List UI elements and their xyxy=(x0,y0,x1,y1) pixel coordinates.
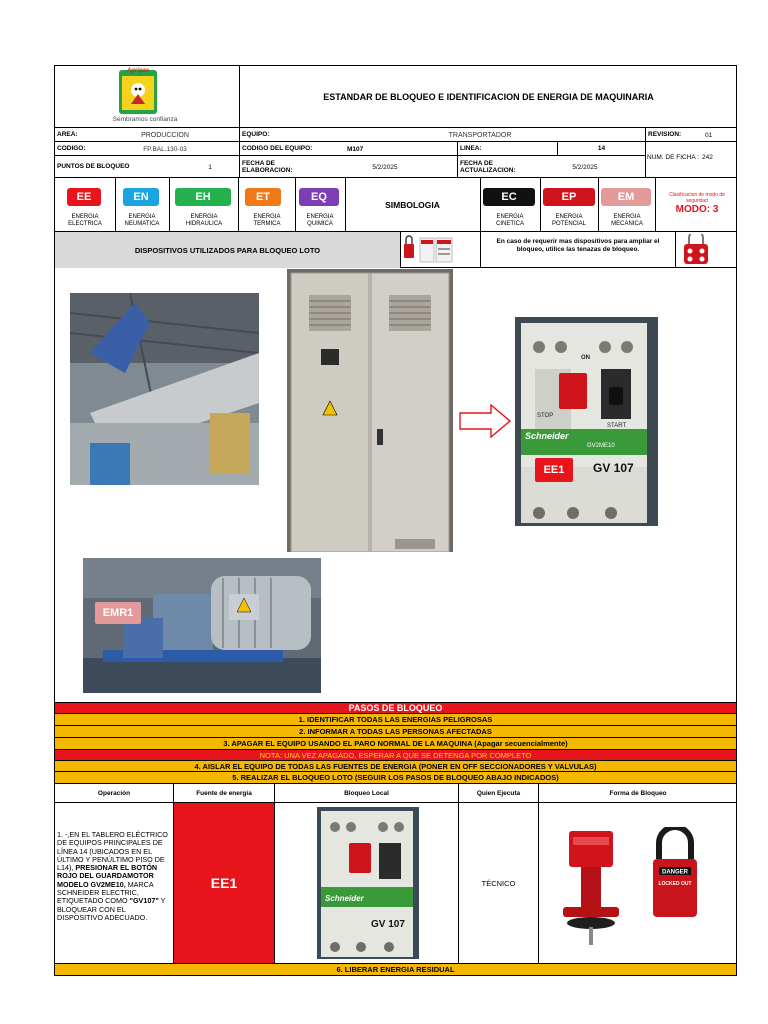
revision-value: 01 xyxy=(705,131,713,139)
equipo-value: TRANSPORTADOR xyxy=(448,131,512,139)
badge-et-label: ENERGIA TERMICA xyxy=(253,214,281,227)
svg-text:Schneider: Schneider xyxy=(325,894,364,903)
logo-brand: Agripac xyxy=(126,68,150,74)
conveyor-photo xyxy=(70,293,259,485)
steps-title: PASOS DE BLOQUEO xyxy=(55,702,736,713)
symbology-title: SIMBOLOGIA xyxy=(385,200,440,210)
operation-text-suffix: Y BLOQUEAR CON EL DISPOSITIVO ADECUADO. xyxy=(57,896,166,922)
motor-photo xyxy=(83,558,321,693)
area-label: AREA: xyxy=(55,128,239,142)
breaker-lockout-device-icon xyxy=(563,831,623,947)
emr1-photo-tag: EMR1 xyxy=(95,602,141,624)
agripac-logo-icon xyxy=(119,70,157,114)
linea-label: LINEA: xyxy=(457,142,557,156)
badge-en: EN xyxy=(123,188,159,206)
badge-em: EM xyxy=(601,188,651,206)
page-title: ESTANDAR DE BLOQUEO E IDENTIFICACION DE ENERGIA DE MAQUINARIA xyxy=(239,66,737,128)
badge-ee: EE xyxy=(67,188,101,206)
operation-text-prefix: 1. -,EN EL TABLERO ELÉCTRICO DE EQUIPOS PRINCIPALES DE LÍNEA 14 (UBICADOS EN EL ÚLTIMO Y PENÚLTIMO PISO DE L14), xyxy=(57,830,168,873)
step-3: 3. APAGAR EL EQUIPO USANDO EL PARO NORMAL DE LA MAQUINA (Apagar secuencialmente) xyxy=(55,737,736,749)
badge-ec: EC xyxy=(483,188,535,206)
badge-ee-label: ENERGIA ELECTRICA xyxy=(68,214,102,227)
badge-eh: EH xyxy=(175,188,231,206)
col-header-operacion: Operación xyxy=(55,784,173,803)
operation-text-bold: PRESIONAR EL BOTÓN ROJO DEL GUARDAMOTOR MODELO GV2ME10, xyxy=(57,863,158,889)
right-arrow-icon xyxy=(459,404,511,438)
codigo-equipo-value: M107 xyxy=(347,145,364,153)
operation-text-mid: MARCA SCHNEIDER ELECTRIC, ETIQUETADO COMO xyxy=(57,879,154,906)
svg-text:DANGER: DANGER xyxy=(661,869,689,876)
operation-text-tag: "GV107" xyxy=(129,896,159,906)
mode-caption: Clasificacion de modo de seguridad xyxy=(669,192,725,204)
codigo-value: FP.BAL.130-03 xyxy=(143,145,187,153)
col-header-forma: Forma de Bloqueo xyxy=(538,784,737,803)
lockout-form-cell xyxy=(538,803,737,963)
breaker-sub: GV2ME10 xyxy=(587,443,615,449)
badge-en-label: ENERGIA NEUMATICA xyxy=(124,214,160,227)
lockout-hasp-icon xyxy=(681,234,711,266)
badge-et: ET xyxy=(245,188,281,206)
codigo-equipo-label: CODIGO DEL EQUIPO: xyxy=(239,142,457,156)
energy-source-cell: EE1 xyxy=(173,803,274,963)
operation-cell xyxy=(55,803,173,963)
breaker-photo xyxy=(515,317,658,526)
step-6: 6. LIBERAR ENERGIA RESIDUAL xyxy=(55,963,736,975)
fecha-elab-value: 5/2/2025 xyxy=(372,163,398,171)
badge-em-label: ENERGIA MECANICA xyxy=(611,214,643,227)
col-header-bloqueo-local: Bloqueo Local xyxy=(274,784,458,803)
breaker-on-label: ON xyxy=(581,355,590,361)
devices-note: En caso de requerir mas dispositivos para ampliar el bloqueo, utilice las tenazas de bloqueo. xyxy=(496,238,660,253)
local-lockout-cell xyxy=(274,803,458,963)
num-ficha-label: NUM. DE FICHA : xyxy=(647,153,700,161)
badge-ep: EP xyxy=(543,188,595,206)
loto-sheet xyxy=(54,65,737,976)
devices-title: DISPOSITIVOS UTILIZADOS PARA BLOQUEO LOTO xyxy=(55,232,400,268)
step-2: 2. INFORMAR A TODAS LAS PERSONAS AFECTADAS xyxy=(55,725,736,737)
badge-eq-label: ENERGIA QUIMICA xyxy=(306,214,334,227)
step-4: 4. AISLAR EL EQUIPO DE TODAS LAS FUENTES DE ENERGIA (PONER EN OFF SECCIONADORES Y VALVULAS) xyxy=(55,760,736,771)
breaker-stop-label: STOP xyxy=(537,413,554,419)
puntos-value: 1 xyxy=(208,163,212,171)
badge-eq: EQ xyxy=(299,188,339,206)
badge-ec-label: ENERGIA CINETICA xyxy=(495,214,524,227)
mode-value: MODO: 3 xyxy=(675,204,719,215)
col-header-quien: Quien Ejecuta xyxy=(458,784,538,803)
fecha-act-value: 5/2/2025 xyxy=(572,163,598,171)
breaker-model: GV 107 xyxy=(593,461,634,475)
svg-text:GV 107: GV 107 xyxy=(371,919,405,930)
ee1-photo-tag: EE1 xyxy=(535,458,573,482)
cabinet-photo xyxy=(287,269,453,552)
logo-tagline: Sembramos confianza xyxy=(112,116,178,123)
badge-eh-label: ENERGIA HIDRAULICA xyxy=(185,214,223,227)
executor-cell: TÉCNICO xyxy=(458,803,538,963)
breaker-start-label: START xyxy=(607,423,627,429)
area-value: PRODUCCION xyxy=(141,131,189,139)
linea-value: 14 xyxy=(557,142,645,156)
codigo-label: CODIGO: xyxy=(55,142,239,156)
step-1: 1. IDENTIFICAR TODAS LAS ENERGIAS PELIGROSAS xyxy=(55,713,736,725)
breaker-local-photo xyxy=(317,807,419,959)
step-5: 5. REALIZAR EL BLOQUEO LOTO (SEGUIR LOS PASOS DE BLOQUEO ABAJO INDICADOS) xyxy=(55,771,736,784)
fecha-act-label: FECHA DE ACTUALIZACION: xyxy=(457,156,645,178)
num-ficha-value: 242 xyxy=(702,153,713,161)
logo-cell xyxy=(55,66,239,128)
step-note: NOTA: UNA VEZ APAGADO, ESPERAR A QUE SE DETENGA POR COMPLETO xyxy=(55,749,736,760)
lockout-devices-icon xyxy=(400,234,455,266)
revision-label: REVISION: xyxy=(645,128,737,142)
breaker-brand: Schneider xyxy=(525,431,569,441)
col-header-fuente: Fuente de energía xyxy=(173,784,274,803)
fecha-elab-label: FECHA DE ELABORACION: xyxy=(239,156,457,178)
equipo-label: EQUIPO: xyxy=(239,128,645,142)
puntos-label: PUNTOS DE BLOQUEO xyxy=(55,156,239,178)
svg-text:LOCKED OUT: LOCKED OUT xyxy=(658,881,692,887)
padlock-icon xyxy=(649,827,701,919)
badge-ep-label: ENERGIA POTENCIAL xyxy=(551,214,586,227)
